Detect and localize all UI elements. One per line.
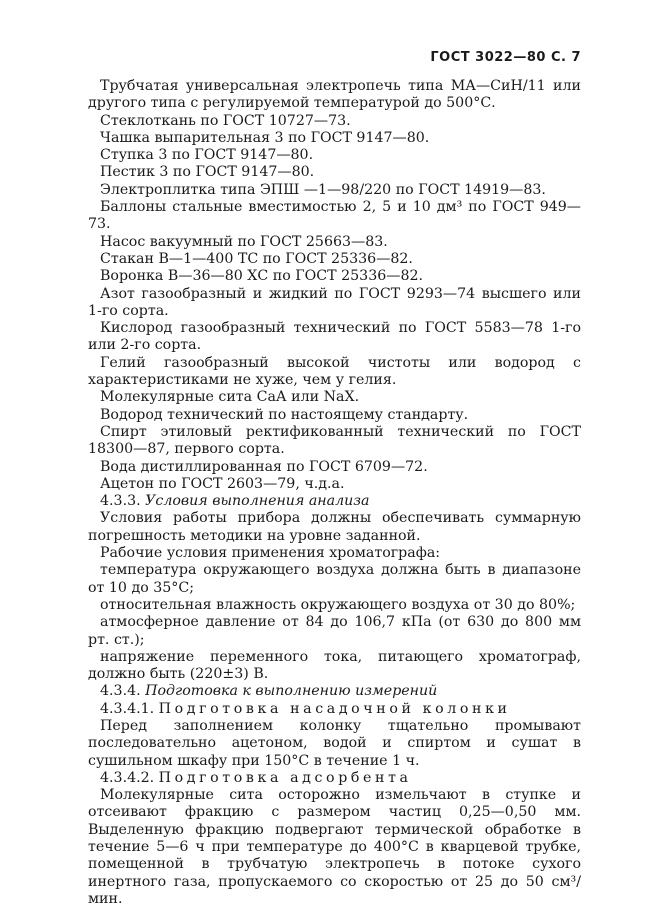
section-title: Подготовка насадочной колонки — [158, 700, 511, 717]
paragraph: Молекулярные сита осторожно измельчают в ступке и отсеивают фракцию с размером частиц 0,25—0,50 мм. Выделенную фракцию подвергают термической обработке в течение 5—6 ч при температуре до 400°С в кварцевой трубке, помещенной в трубчатую электропечь в потоке сухого инертного газа, пропускаемого со скоростью от 25 до 50 см³/мин. — [88, 787, 581, 907]
paragraph: Насос вакуумный по ГОСТ 25663—83. — [100, 233, 388, 250]
paragraph: Водород технический по настоящему стандарту. — [100, 406, 469, 423]
paragraph: температура окружающего воздуха должна быть в диапазоне от 10 до 35°С; — [88, 562, 581, 596]
section-title: Подготовка к выполнению измерений — [145, 683, 438, 700]
paragraph: Ступка 3 по ГОСТ 9147—80. — [100, 147, 314, 164]
section-number: 4.3.3. — [100, 493, 141, 510]
paragraph: Молекулярные сита СаА или NaX. — [100, 389, 360, 406]
paragraph: Электроплитка типа ЭПШ —1—98/220 по ГОСТ 14919—83. — [100, 181, 546, 198]
section-title: Подготовка адсорбента — [158, 769, 412, 786]
paragraph: Чашка выпарительная 3 по ГОСТ 9147—80. — [100, 129, 430, 146]
paragraph: Стеклоткань по ГОСТ 10727—73. — [100, 112, 351, 129]
paragraph: Воронка В—36—80 ХС по ГОСТ 25336—82. — [100, 268, 424, 285]
paragraph: напряжение переменного тока, питающего хроматограф, должно быть (220±3) В. — [88, 648, 581, 683]
paragraph: относительная влажность окружающего воздуха от 30 до 80%; — [100, 596, 576, 613]
paragraph: Ацетон по ГОСТ 2603—79, ч.д.а. — [100, 475, 345, 492]
section-number: 4.3.4. — [100, 683, 141, 700]
paragraph: Перед заполнением колонку тщательно промывают последовательно ацетоном, водой и спиртом и сушат в сушильном шкафу при 150°С в течение 1 ч. — [88, 717, 581, 769]
document-body — [88, 78, 581, 908]
paragraph: Кислород газообразный технический по ГОСТ 5583—78 1-го или 2-го сорта. — [88, 320, 581, 354]
section-heading-4-3-4 — [88, 683, 581, 700]
paragraph: Спирт этиловый ректификованный технический по ГОСТ 18300—87, первого сорта. — [88, 423, 581, 458]
paragraph: Условия работы прибора должны обеспечивать суммарную погрешность методики на уровне заданной. — [88, 510, 581, 544]
paragraph: Пестик 3 по ГОСТ 9147—80. — [100, 164, 315, 181]
section-heading-4-3-4-2 — [88, 770, 581, 787]
section-number: 4.3.4.1. — [100, 700, 155, 717]
section-heading-4-3-3 — [88, 493, 581, 510]
paragraph: Трубчатая универсальная электропечь типа МА—СиН/11 или другого типа с регулируемой температурой до 500°С. — [88, 78, 581, 112]
paragraph: Стакан В—1—400 ТС по ГОСТ 25336—82. — [100, 250, 413, 267]
paragraph: Азот газообразный и жидкий по ГОСТ 9293—74 высшего или 1-го сорта. — [88, 285, 581, 319]
paragraph: атмосферное давление от 84 до 106,7 кПа (от 630 до 800 мм рт. ст.); — [88, 614, 581, 648]
page-header: ГОСТ 3022—80 С. 7 — [430, 50, 581, 65]
paragraph: Вода дистиллированная по ГОСТ 6709—72. — [100, 458, 428, 475]
section-number: 4.3.4.2. — [100, 769, 155, 786]
section-heading-4-3-4-1 — [88, 701, 581, 718]
section-title: Условия выполнения анализа — [145, 493, 370, 510]
paragraph: Баллоны стальные вместимостью 2, 5 и 10 дм³ по ГОСТ 949—73. — [88, 199, 581, 233]
paragraph: Гелий газообразный высокой чистоты или водород с характеристиками не хуже, чем у гелия. — [88, 354, 581, 389]
paragraph: Рабочие условия применения хроматографа: — [100, 545, 441, 562]
